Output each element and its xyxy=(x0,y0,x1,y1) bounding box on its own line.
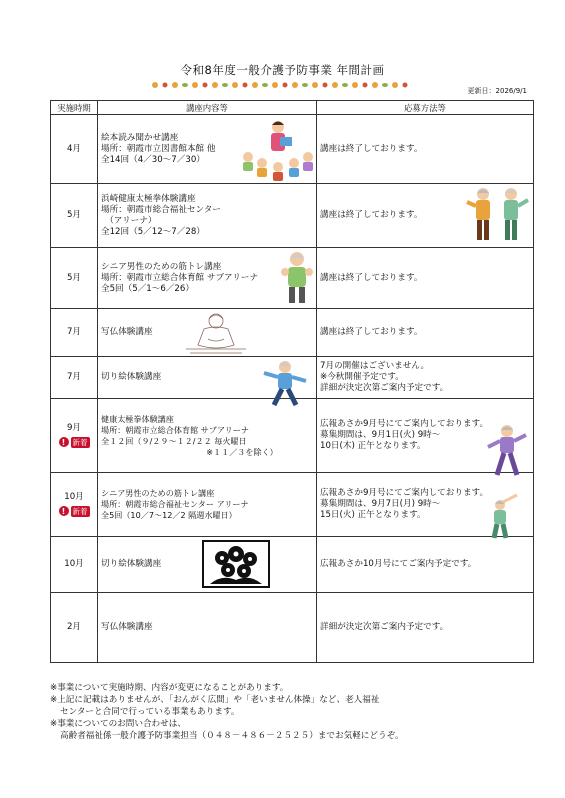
footnote-line: センターと合同で行っている事業もあります。 xyxy=(60,707,240,717)
row-apply: 詳細が決定次第ご案内予定です。 xyxy=(317,593,534,663)
taichi-couple-illustration xyxy=(465,186,531,246)
row-content: 写仏体験講座 xyxy=(98,593,317,663)
content-line: 全１２回（９/２９～１２/２２ 毎火曜日 xyxy=(101,435,247,446)
header-period: 実施時期 xyxy=(51,101,98,115)
table-row xyxy=(51,399,534,473)
apply-line: 募集期間は、9月1日(火) 9時～ xyxy=(320,430,441,440)
content-line: 切り絵体験講座 xyxy=(101,372,162,382)
table-row xyxy=(51,115,534,184)
apply-line: 募集期間は、9月7日(月) 9時～ xyxy=(320,499,441,509)
papercut-illustration xyxy=(202,540,270,588)
exclamation-icon: ! xyxy=(59,437,69,447)
row-period: 5月 xyxy=(51,184,98,248)
row-period: 10月 xyxy=(51,537,98,593)
table-row xyxy=(51,537,534,593)
content-line: ※１１／３を除く） xyxy=(101,446,278,457)
updated-date: 更新日：2026/9/1 xyxy=(467,87,527,95)
row-content xyxy=(98,248,317,309)
row-content xyxy=(98,537,317,593)
row-content xyxy=(98,309,317,357)
row-period: 7月 xyxy=(51,357,98,399)
exclamation-icon: ! xyxy=(59,506,69,516)
row-period: 4月 xyxy=(51,115,98,184)
content-line: 切り絵体験講座 xyxy=(101,559,162,569)
apply-line: 広報あさか9月号にてご案内しております。 xyxy=(320,488,489,498)
apply-line: 詳細が決定次第ご案内予定です。 xyxy=(320,383,449,393)
footnote-line: ※事業について実施時期、内容が変更になることがあります。 xyxy=(50,683,289,693)
row-apply xyxy=(317,357,534,399)
footnote-line: ※上記に記載はありませんが、「おんがく広間」や「老いません体操」など、老人福祉 xyxy=(50,695,380,705)
apply-line: ※今秋開催予定です。 xyxy=(320,372,404,382)
apply-line: 10日(木) 正午となります。 xyxy=(320,441,426,451)
content-line: （アリーナ） xyxy=(101,215,157,226)
content-line: 健康太極拳体験講座 xyxy=(101,413,174,424)
content-line: 場所：朝霞市総合福祉センター xyxy=(101,204,221,215)
row-apply xyxy=(317,184,534,248)
content-line: 場所：朝霞市立総合体育館 サブアリーナ xyxy=(101,272,259,283)
content-line: 場所：朝霞市立総合体育館 サブアリーナ xyxy=(101,424,249,435)
row-apply: 広報あさか10月号にてご案内予定です。 xyxy=(317,537,534,593)
row-period: 2月 xyxy=(51,593,98,663)
table-row xyxy=(51,473,534,537)
content-line: 全5回（10／7～12／2 隔週水曜日） xyxy=(101,510,237,520)
content-line: シニア男性のための筋トレ講座 xyxy=(101,488,215,498)
content-line: 全14回（4／30～7／30） xyxy=(101,154,205,165)
stretch-woman-illustration xyxy=(483,493,521,539)
table-row xyxy=(51,593,534,663)
content-line: 絵本読み聞かせ講座 xyxy=(101,132,179,143)
table-row xyxy=(51,309,534,357)
row-period: 5月 xyxy=(51,248,98,309)
row-content xyxy=(98,399,317,473)
table-row xyxy=(51,248,534,309)
new-badge-label: 新着 xyxy=(72,437,88,447)
table-row xyxy=(51,357,534,399)
content-line: 浜崎健康太極拳体験講座 xyxy=(101,193,196,204)
content-line: 場所：朝霞市総合福祉センター アリーナ xyxy=(101,499,249,509)
apply-line: 講座は終了しております。 xyxy=(320,210,423,220)
new-badge-label: 新着 xyxy=(72,506,88,516)
garland-decoration xyxy=(150,80,412,90)
new-badge xyxy=(59,437,90,448)
row-period xyxy=(51,473,98,537)
row-content xyxy=(98,184,317,248)
row-apply xyxy=(317,473,534,537)
muscle-man-illustration xyxy=(280,250,314,306)
apply-line: 15日(火) 正午となります。 xyxy=(320,510,426,520)
row-period-text: 9月 xyxy=(66,422,82,433)
row-apply: 講座は終了しております。 xyxy=(317,115,534,184)
header-content: 講座内容等 xyxy=(98,101,317,115)
new-badge xyxy=(59,506,90,517)
header-apply: 応募方法等 xyxy=(317,101,534,115)
row-content xyxy=(98,115,317,184)
table-header-row xyxy=(51,101,534,115)
page-title: 令和8年度一般介護予防事業 年間計画 xyxy=(180,63,385,77)
buddha-illustration xyxy=(180,311,252,355)
row-apply: 講座は終了しております。 xyxy=(317,309,534,357)
footnote-line: 高齢者福祉係一般介護予防事業担当（０４８－４８６－２５２５）までお気軽にどうぞ。 xyxy=(60,731,404,741)
taichi-woman-illustration xyxy=(485,423,529,479)
row-period xyxy=(51,399,98,473)
content-line: 写仏体験講座 xyxy=(101,327,153,337)
content-line: シニア男性のための筋トレ講座 xyxy=(101,261,222,272)
footnotes xyxy=(50,682,404,742)
storytelling-illustration xyxy=(236,117,320,183)
apply-line: 広報あさか9月号にてご案内しております。 xyxy=(320,419,489,429)
content-line: 全5回（5／1～6／26） xyxy=(101,283,194,294)
footnote-line: ※事業についてのお問い合わせは、 xyxy=(50,719,186,729)
row-period: 7月 xyxy=(51,309,98,357)
row-content xyxy=(98,357,317,399)
table-row xyxy=(51,184,534,248)
row-apply: 講座は終了しております。 xyxy=(317,248,534,309)
row-period-text: 10月 xyxy=(64,491,84,502)
row-content xyxy=(98,473,317,537)
apply-line: 7月の開催はございません。 xyxy=(320,361,430,371)
content-line: 場所：朝霞市立図書館本館 他 xyxy=(101,143,216,154)
content-line: 全12回（5／12～7／28） xyxy=(101,226,205,237)
annual-plan-table xyxy=(50,100,534,663)
row-apply xyxy=(317,399,534,473)
